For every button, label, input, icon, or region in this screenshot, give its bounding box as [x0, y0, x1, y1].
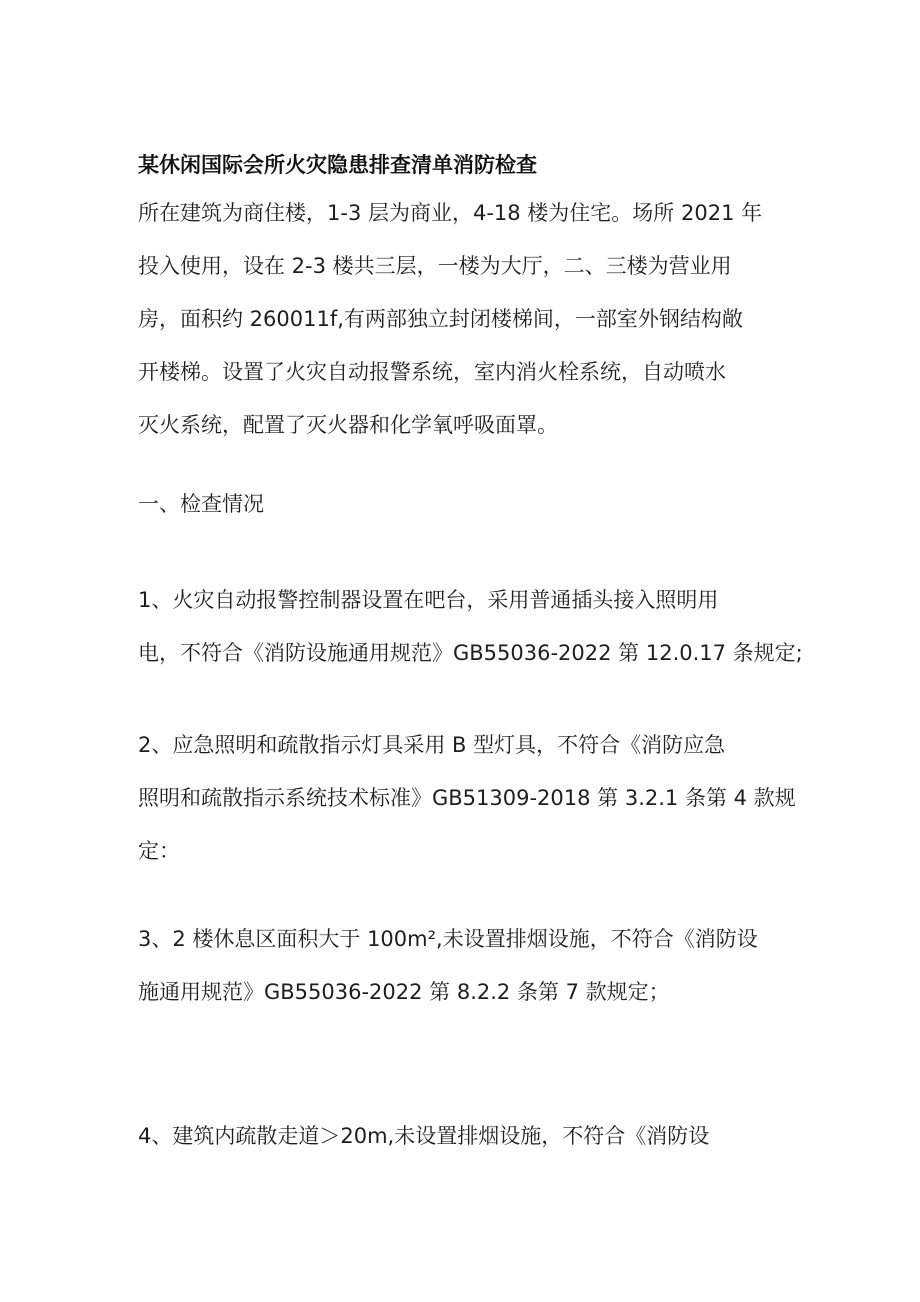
- section-heading-text: 一、检查情况: [138, 492, 264, 516]
- inspection-item-1: [138, 583, 803, 689]
- intro-line: 房，面积约 260011f,有两部独立封闭楼梯间，一部室外钢结构敞: [138, 307, 743, 331]
- item-line: 施通用规范》GB55036-2022 第 8.2.2 条第 7 款规定；: [138, 980, 670, 1004]
- item-line: 4、建筑内疏散走道＞20m,未设置排烟设施，不符合《消防设: [138, 1124, 710, 1148]
- item-line: 3、2 楼休息区面积大于 100m²,未设置排烟设施，不符合《消防设: [138, 927, 758, 951]
- item-line: 2、应急照明和疏散指示灯具采用 B 型灯具，不符合《消防应急: [138, 733, 726, 757]
- intro-line: 投入使用，设在 2-3 楼共三层，一楼为大厅，二、三楼为营业用: [138, 254, 732, 278]
- inspection-item-4: [138, 1119, 788, 1153]
- item-line: 1、火灾自动报警控制器设置在吧台，采用普通插头接入照明用: [138, 588, 719, 612]
- inspection-item-3: [138, 922, 788, 1028]
- intro-line: 开楼梯。设置了火灾自动报警系统，室内消火栓系统，自动喷水: [138, 360, 726, 384]
- section-heading: [138, 487, 788, 521]
- intro-line: 所在建筑为商住楼，1-3 层为商业，4-18 楼为住宅。场所 2021 年: [138, 201, 763, 225]
- item-line: 定：: [138, 839, 180, 863]
- item-line: 电，不符合《消防设施通用规范》GB55036-2022 第 12.0.17 条规定;: [138, 641, 803, 665]
- intro-line: 灭火系统，配置了灭火器和化学氧呼吸面罩。: [138, 413, 558, 437]
- intro-paragraph: [138, 196, 788, 461]
- item-line: 照明和疏散指示系统技术标准》GB51309-2018 第 3.2.1 条第 4 款规: [138, 786, 796, 810]
- document-title: 某休闲国际会所火灾隐患排查清单消防检查: [138, 153, 537, 177]
- inspection-item-2: [138, 728, 796, 887]
